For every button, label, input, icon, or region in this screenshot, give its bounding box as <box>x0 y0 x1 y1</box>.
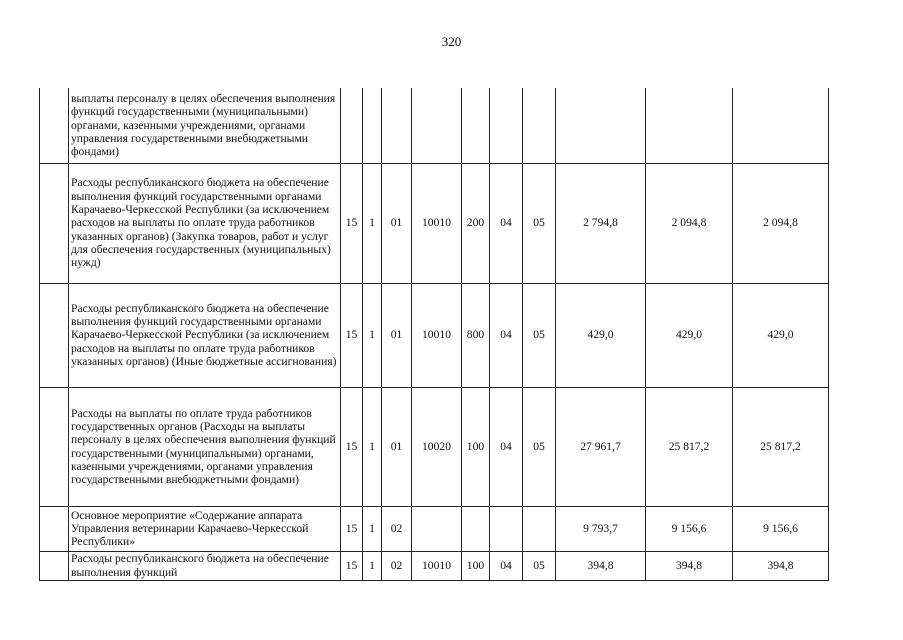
amount-year-1: 2 794,8 <box>556 163 646 283</box>
code-subprogram <box>363 88 382 163</box>
code-event: 01 <box>382 283 412 387</box>
code-event: 02 <box>382 551 412 580</box>
table-row <box>40 88 829 163</box>
code-direction <box>412 88 462 163</box>
amount-year-2: 429,0 <box>646 283 733 387</box>
code-expense-type: 200 <box>462 163 490 283</box>
code-expense-type: 100 <box>462 387 490 506</box>
code-event: 01 <box>382 163 412 283</box>
code-program: 15 <box>341 163 363 283</box>
table-row <box>40 283 829 387</box>
code-expense-type: 100 <box>462 551 490 580</box>
row-description: Основное мероприятие «Содержание аппарата Управления ветеринарии Карачаево-Черкесской Республики» <box>69 506 341 551</box>
amount-year-2: 9 156,6 <box>646 506 733 551</box>
code-program: 15 <box>341 506 363 551</box>
code-expense-type <box>462 88 490 163</box>
table-row <box>40 163 829 283</box>
amount-year-2: 394,8 <box>646 551 733 580</box>
code-subsection: 05 <box>523 551 556 580</box>
lead-cell <box>40 506 69 551</box>
code-direction: 10010 <box>412 283 462 387</box>
code-program: 15 <box>341 551 363 580</box>
amount-year-1 <box>556 88 646 163</box>
row-description: Расходы республиканского бюджета на обеспечение выполнения функций <box>69 551 341 580</box>
code-section: 04 <box>490 551 523 580</box>
code-subprogram: 1 <box>363 506 382 551</box>
row-description: Расходы республиканского бюджета на обеспечение выполнения функций государственными органами Карачаево-Черкесской Республики (за исключением расходов на выплаты по оплате труда работников указанных органов) (Иные бюджетные ассигнования) <box>69 283 341 387</box>
lead-cell <box>40 88 69 163</box>
table-row <box>40 506 829 551</box>
code-event: 01 <box>382 387 412 506</box>
amount-year-1: 429,0 <box>556 283 646 387</box>
code-direction: 10020 <box>412 387 462 506</box>
row-description: Расходы на выплаты по оплате труда работников государственных органов (Расходы на выплаты персоналу в целях обеспечения выполнения функций государственными (муниципальными) органами, казенными учреждениями, органами управления государственными внебюджетными фондами) <box>69 387 341 506</box>
amount-year-3: 25 817,2 <box>733 387 829 506</box>
code-section: 04 <box>490 283 523 387</box>
code-subsection: 05 <box>523 283 556 387</box>
code-section <box>490 506 523 551</box>
amount-year-2: 2 094,8 <box>646 163 733 283</box>
code-subprogram: 1 <box>363 283 382 387</box>
code-section <box>490 88 523 163</box>
code-direction <box>412 506 462 551</box>
code-direction: 10010 <box>412 163 462 283</box>
table-row <box>40 387 829 506</box>
code-subsection: 05 <box>523 387 556 506</box>
amount-year-1: 394,8 <box>556 551 646 580</box>
amount-year-1: 9 793,7 <box>556 506 646 551</box>
row-description: Расходы республиканского бюджета на обеспечение выполнения функций государственными органами Карачаево-Черкесской Республики (за исключением расходов на выплаты по оплате труда работников указанных органов) (Закупка товаров, работ и услуг для обеспечения государственных (муниципальных) нужд) <box>69 163 341 283</box>
lead-cell <box>40 387 69 506</box>
code-section: 04 <box>490 387 523 506</box>
row-description: выплаты персоналу в целях обеспечения выполнения функций государственными (муниципальными) органами, казенными учреждениями, органами управления государственными внебюджетными фондами) <box>69 88 341 163</box>
code-subsection: 05 <box>523 163 556 283</box>
code-subprogram: 1 <box>363 387 382 506</box>
code-direction: 10010 <box>412 551 462 580</box>
code-expense-type <box>462 506 490 551</box>
code-program: 15 <box>341 283 363 387</box>
page-number: 320 <box>441 34 462 49</box>
code-subsection <box>523 88 556 163</box>
amount-year-3: 394,8 <box>733 551 829 580</box>
code-subprogram: 1 <box>363 551 382 580</box>
code-event <box>382 88 412 163</box>
code-program: 15 <box>341 387 363 506</box>
amount-year-1: 27 961,7 <box>556 387 646 506</box>
amount-year-2 <box>646 88 733 163</box>
code-expense-type: 800 <box>462 283 490 387</box>
amount-year-2: 25 817,2 <box>646 387 733 506</box>
lead-cell <box>40 163 69 283</box>
code-subprogram: 1 <box>363 163 382 283</box>
code-section: 04 <box>490 163 523 283</box>
amount-year-3 <box>733 88 829 163</box>
amount-year-3: 9 156,6 <box>733 506 829 551</box>
code-event: 02 <box>382 506 412 551</box>
code-program <box>341 88 363 163</box>
amount-year-3: 429,0 <box>733 283 829 387</box>
budget-table <box>39 88 829 581</box>
code-subsection <box>523 506 556 551</box>
amount-year-3: 2 094,8 <box>733 163 829 283</box>
lead-cell <box>40 551 69 580</box>
table-row <box>40 551 829 580</box>
lead-cell <box>40 283 69 387</box>
